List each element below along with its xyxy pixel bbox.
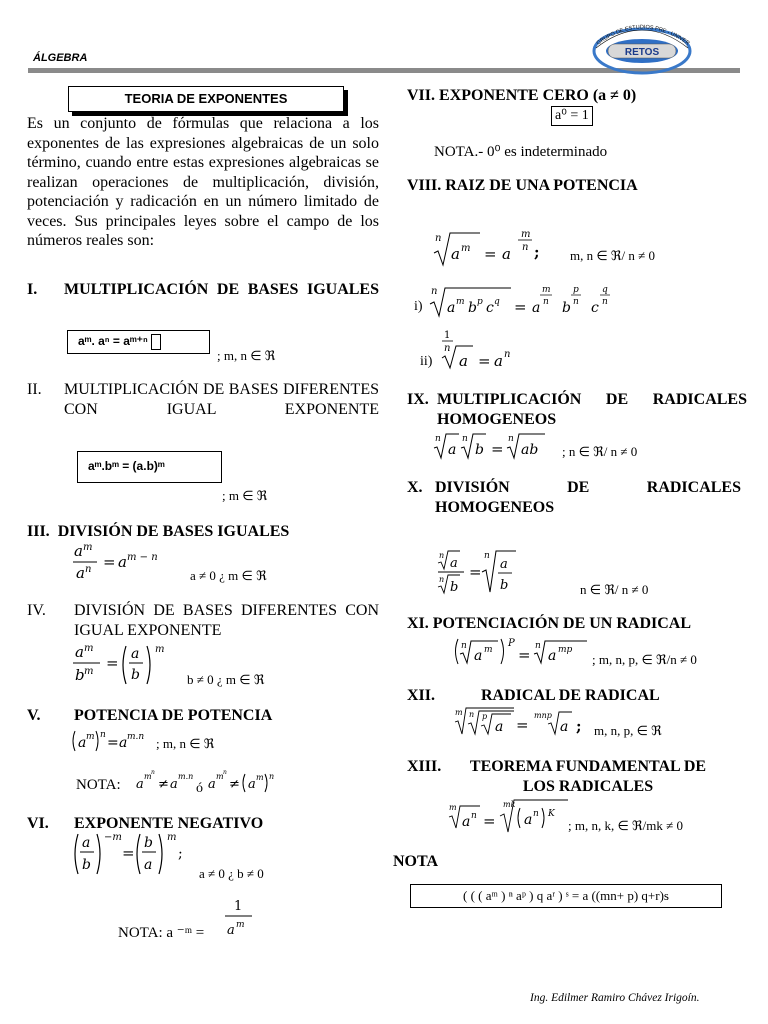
- nota-fraction: [222, 896, 262, 940]
- svg-text:b: b: [562, 300, 571, 316]
- svg-text:a: a: [448, 442, 457, 458]
- svg-text:a: a: [474, 648, 483, 664]
- formula-4: [70, 640, 190, 690]
- retos-logo: [588, 18, 696, 80]
- section-title: EXPONENTE CERO (a ≠ 0): [439, 87, 637, 104]
- title-box: TEORIA DE EXPONENTES: [68, 86, 344, 112]
- svg-text:a: a: [532, 300, 541, 316]
- svg-text:mnp: mnp: [534, 711, 552, 720]
- svg-text:n: n: [508, 434, 514, 444]
- formula-8-i: [428, 282, 638, 322]
- section-number: VI.: [27, 815, 49, 832]
- condition: m, n ∈ ℜ/ n ≠ 0: [570, 248, 656, 263]
- svg-text:m: m: [542, 285, 551, 295]
- svg-text:n: n: [151, 769, 155, 776]
- svg-text:=: =: [483, 812, 496, 830]
- section-number: XII.: [407, 687, 436, 704]
- svg-text:a: a: [131, 646, 140, 662]
- section-number: IX.: [407, 391, 429, 408]
- section-10: [407, 478, 741, 518]
- svg-text:b: b: [450, 580, 459, 595]
- section-title: RADICAL DE RADICAL: [481, 687, 660, 704]
- svg-text:n: n: [100, 730, 106, 740]
- svg-text:p: p: [477, 297, 483, 307]
- svg-text:a: a: [495, 719, 504, 735]
- svg-text:mk: mk: [503, 800, 516, 809]
- svg-text:n: n: [439, 551, 445, 560]
- svg-text:n: n: [484, 551, 490, 561]
- logo-arc-text: GRUPO DE ESTUDIOS PRE - UNIVER: [595, 24, 691, 47]
- section-5: [27, 706, 379, 726]
- svg-text:c: c: [591, 300, 599, 316]
- section-title: POTENCIACIÓN DE UN RADICAL: [432, 615, 692, 632]
- formula-9: [433, 430, 563, 462]
- section-4: [27, 601, 379, 641]
- formula-3: [70, 540, 190, 584]
- condition: ; n ∈ ℜ/ n ≠ 0: [562, 444, 638, 459]
- svg-text:a: a: [208, 777, 216, 792]
- formula-box-7: a⁰ = 1: [551, 106, 593, 126]
- svg-text:a: a: [502, 245, 511, 263]
- svg-text:;: ;: [534, 243, 540, 261]
- condition: a ≠ 0 ¿ m ∈ ℜ: [190, 568, 267, 583]
- section-number: II.: [27, 381, 42, 398]
- svg-text:m: m: [455, 708, 463, 717]
- nota-formula-box: ( ( ( aᵐ ) ⁿ aᵖ ) q aʳ ) ˢ = a ((mn+ p) q+r)s: [410, 884, 722, 908]
- svg-text:b: b: [500, 578, 509, 593]
- item-i: i): [414, 299, 423, 314]
- svg-text:n: n: [471, 811, 477, 821]
- svg-text:m.n: m.n: [178, 772, 194, 781]
- svg-text:m: m: [155, 644, 165, 655]
- section-number: V.: [27, 707, 41, 724]
- svg-text:n: n: [223, 769, 227, 776]
- condition: ; m ∈ ℜ: [222, 488, 268, 503]
- svg-text:n: n: [543, 297, 549, 307]
- svg-text:b: b: [144, 835, 153, 851]
- svg-text:=: =: [484, 245, 497, 263]
- svg-text:a: a: [144, 857, 153, 873]
- condition: m, n, p, ∈ ℜ: [594, 723, 662, 738]
- svg-text:n: n: [444, 343, 451, 354]
- section-title: MULTIPLICACIÓN DE RADICALES HOMOGENEOS: [437, 391, 747, 428]
- section-title: DIVISIÓN DE BASES DIFERENTES CON IGUAL EXPONENTE: [74, 602, 379, 639]
- o-connector: ó: [196, 781, 203, 796]
- svg-text:b: b: [475, 442, 484, 458]
- svg-text:m: m: [236, 920, 245, 930]
- condition: ; m, n ∈ ℜ: [156, 736, 215, 751]
- section-number: IV.: [27, 602, 46, 619]
- svg-text:a: a: [119, 735, 128, 751]
- section-2: [27, 380, 379, 440]
- section-number: X.: [407, 479, 423, 496]
- footer-author: Ing. Edilmer Ramiro Chávez Irigoín.: [530, 992, 700, 1004]
- svg-text:m: m: [484, 645, 493, 655]
- svg-text:m: m: [456, 297, 465, 307]
- condition: ; m, n ∈ ℜ: [217, 348, 276, 363]
- formula-box-2: aᵐ.bᵐ = (a.b)ᵐ: [77, 451, 222, 483]
- section-11: [407, 614, 747, 634]
- section-title: DIVISIÓN DE BASES IGUALES: [57, 523, 290, 540]
- svg-text:m: m: [86, 732, 95, 742]
- svg-text:m.n: m.n: [127, 732, 145, 742]
- formula-8-ii: [436, 328, 536, 372]
- section-number: VIII.: [407, 177, 442, 194]
- svg-text:m: m: [167, 832, 177, 843]
- svg-text:=: =: [106, 654, 119, 672]
- svg-text:a: a: [494, 352, 503, 370]
- intro-paragraph: Es un conjunto de fórmulas que relaciona a los exponentes de las expresiones algebraicas de un solo término, cuando entre estas expresiones algebraicas se realizan operaciones de multiplicación, división, potenciación y radicación en un número limitado de veces. Sus principales leyes sobre el campo de los números reales son:: [27, 115, 379, 249]
- condition: n ∈ ℜ/ n ≠ 0: [580, 582, 649, 597]
- nota-formula-5: [134, 766, 334, 798]
- section-7: [407, 86, 747, 106]
- svg-text:=: =: [518, 646, 531, 664]
- svg-text:a: a: [500, 557, 508, 572]
- svg-text:q: q: [494, 297, 500, 307]
- svg-text:m: m: [461, 243, 471, 254]
- item-ii: ii): [420, 354, 433, 369]
- svg-text:a: a: [248, 777, 256, 792]
- svg-text:b: b: [75, 666, 85, 684]
- formula-box-1: [67, 330, 210, 354]
- svg-text:n: n: [522, 242, 529, 253]
- svg-text:n: n: [269, 772, 275, 781]
- svg-text:m: m: [83, 542, 93, 553]
- formula-13: [448, 796, 588, 836]
- svg-text:c: c: [486, 300, 494, 316]
- formula-10: [436, 548, 536, 596]
- svg-text:=: =: [516, 716, 529, 734]
- svg-text:q: q: [602, 285, 608, 295]
- svg-text:a: a: [75, 643, 84, 661]
- svg-text:=: =: [469, 563, 482, 581]
- svg-text:=: =: [491, 440, 504, 458]
- section-12: [407, 686, 747, 706]
- formula-5: [70, 725, 170, 755]
- svg-text:a: a: [74, 542, 83, 560]
- section-number: III.: [27, 523, 50, 540]
- section-number: VII.: [407, 87, 436, 104]
- svg-text:a: a: [524, 812, 533, 828]
- svg-text:n: n: [469, 710, 475, 719]
- svg-text:a: a: [78, 735, 87, 751]
- svg-text:a: a: [462, 814, 471, 830]
- svg-text:a: a: [560, 719, 569, 735]
- section-title: EXPONENTE NEGATIVO: [74, 815, 264, 832]
- svg-text:a: a: [450, 556, 458, 571]
- section-8: [407, 176, 747, 196]
- svg-text:=: =: [107, 735, 119, 751]
- svg-text:m: m: [84, 643, 94, 654]
- svg-text:n: n: [504, 349, 511, 360]
- svg-text:P: P: [508, 638, 515, 649]
- svg-text:b: b: [131, 667, 140, 683]
- svg-text:a: a: [451, 245, 460, 263]
- svg-text:a: a: [447, 300, 456, 316]
- svg-text:;: ;: [576, 717, 582, 735]
- section-title: MULTIPLICACIÓN DE BASES DIFERENTES CON IGUAL EXPONENTE: [64, 381, 379, 418]
- header-title: ÁLGEBRA: [33, 52, 88, 64]
- svg-text:n: n: [462, 434, 468, 444]
- logo-text: RETOS: [624, 47, 660, 58]
- svg-text:=: =: [478, 352, 491, 370]
- svg-text:n: n: [439, 575, 445, 584]
- section-number: I.: [27, 281, 38, 298]
- svg-text:ab: ab: [521, 442, 539, 458]
- section-13: [407, 757, 747, 795]
- nota-title: NOTA: [393, 853, 439, 870]
- svg-text:n: n: [435, 434, 441, 444]
- condition: ; m, n, k, ∈ ℜ/mk ≠ 0: [568, 818, 683, 833]
- svg-text:a: a: [76, 564, 85, 582]
- nota-label: NOTA:: [76, 777, 121, 793]
- section-3: [27, 522, 379, 542]
- svg-text:a: a: [548, 648, 557, 664]
- svg-text:a: a: [118, 553, 127, 571]
- svg-text:;: ;: [178, 846, 183, 862]
- svg-text:n: n: [602, 297, 608, 307]
- svg-text:n: n: [85, 564, 92, 575]
- formula: aᵐ. aⁿ = aᵐ⁺ⁿ: [78, 334, 148, 348]
- svg-text:=: =: [514, 298, 527, 316]
- svg-text:b: b: [468, 300, 477, 316]
- svg-text:m − n: m − n: [127, 552, 158, 563]
- svg-text:n: n: [535, 641, 541, 651]
- svg-text:=: =: [103, 553, 116, 571]
- section-1: [27, 280, 379, 320]
- svg-text:n: n: [431, 286, 438, 297]
- svg-text:K: K: [548, 809, 555, 819]
- svg-text:a: a: [459, 352, 468, 370]
- svg-text:mp: mp: [558, 645, 573, 655]
- svg-text:n: n: [461, 641, 467, 651]
- svg-text:m: m: [449, 803, 457, 812]
- svg-text:a: a: [170, 777, 178, 792]
- section-title: RAIZ DE UNA POTENCIA: [445, 177, 638, 194]
- svg-text:m: m: [256, 773, 264, 782]
- condition: a ≠ 0 ¿ b ≠ 0: [199, 866, 264, 881]
- svg-text:−m: −m: [104, 832, 122, 843]
- formula-6: [70, 830, 200, 880]
- section-title: POTENCIA DE POTENCIA: [74, 707, 273, 724]
- svg-text:a: a: [136, 777, 144, 792]
- condition: ; m, n, p, ∈ ℜ/n ≠ 0: [592, 652, 697, 667]
- section-number: XIII.: [407, 758, 442, 775]
- nota-negativo: NOTA: a ⁻ᵐ =: [118, 925, 205, 941]
- svg-text:a: a: [227, 923, 235, 938]
- formula-11: [452, 636, 592, 670]
- svg-text:p: p: [573, 285, 579, 295]
- formula-12: [454, 704, 589, 738]
- svg-text:≠: ≠: [229, 777, 240, 792]
- svg-text:n: n: [435, 233, 442, 244]
- condition: b ≠ 0 ¿ m ∈ ℜ: [187, 672, 265, 687]
- section-title: MULTIPLICACIÓN DE BASES IGUALES: [64, 281, 379, 298]
- svg-text:p: p: [482, 712, 488, 721]
- section-number: XI.: [407, 615, 429, 632]
- svg-text:n: n: [533, 809, 539, 819]
- svg-text:a: a: [82, 835, 91, 851]
- formula-8: [430, 225, 550, 271]
- svg-text:1: 1: [234, 899, 243, 914]
- svg-text:b: b: [82, 857, 91, 873]
- svg-text:m: m: [84, 666, 94, 677]
- svg-text:m: m: [216, 772, 224, 781]
- nota-cero: NOTA.- 0⁰ es indeterminado: [434, 144, 608, 160]
- section-title: TEOREMA FUNDAMENTAL DE LOS RADICALES: [469, 758, 707, 795]
- svg-text:≠: ≠: [158, 777, 169, 792]
- svg-text:m: m: [521, 229, 531, 240]
- svg-text:n: n: [573, 297, 579, 307]
- svg-text:1: 1: [444, 330, 451, 341]
- section-title: DIVISIÓN DE RADICALES HOMOGENEOS: [435, 479, 741, 516]
- svg-text:m: m: [144, 772, 152, 781]
- svg-text:=: =: [122, 844, 135, 862]
